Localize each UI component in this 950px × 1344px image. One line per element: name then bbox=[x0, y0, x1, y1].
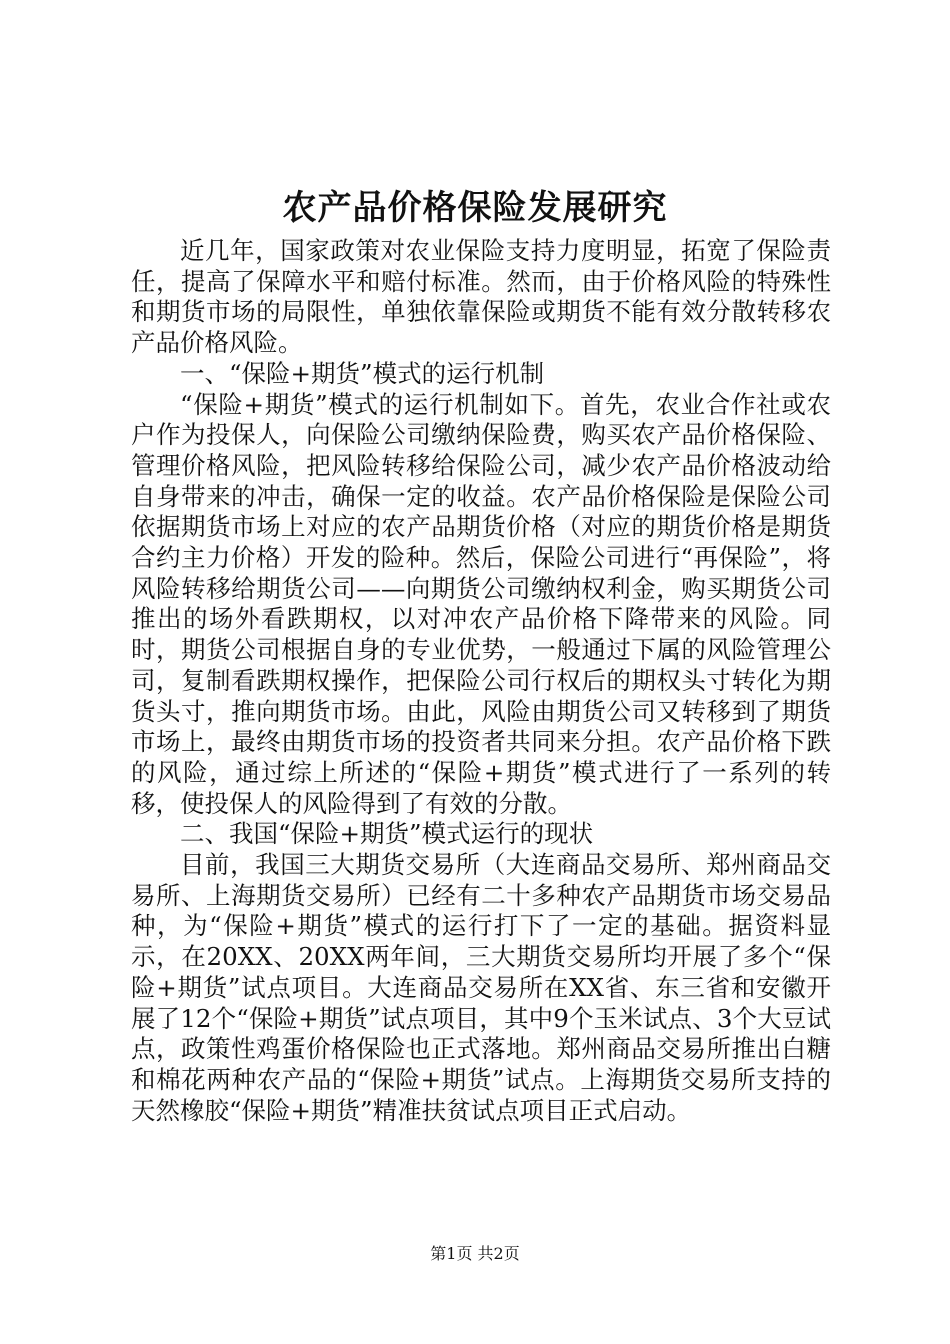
document-title: 农产品价格保险发展研究 bbox=[282, 188, 668, 228]
paragraph-intro: 近几年，国家政策对农业保险支持力度明显，拓宽了保险责任，提高了保障水平和赔付标准。然而，由于价格风险的特殊性和期货市场的局限性，单独依靠保险或期货不能有效分散转移农产品价格风险。 bbox=[131, 236, 831, 358]
section-heading-1: 一、“保险+期货”模式的运行机制 bbox=[180, 358, 545, 388]
page-number: 第1页 共2页 bbox=[430, 1244, 520, 1263]
document-body bbox=[131, 236, 831, 1126]
paragraph-mechanism: “保险+期货”模式的运行机制如下。首先，农业合作社或农户作为投保人，向保险公司缴纳保险费，购买农产品价格保险、管理价格风险，把风险转移给保险公司，减少农产品价格波动给自身带来的冲击，确保一定的收益。农产品价格保险是保险公司依据期货市场上对应的农产品期货价格（对应的期货价格是期货合约主力价格）开发的险种。然后，保险公司进行“再保险”，将风险转移给期货公司——向期货公司缴纳权利金，购买期货公司推出的场外看跌期权，以对冲农产品价格下降带来的风险。同时，期货公司根据自身的专业优势，一般通过下属的风险管理公司，复制看跌期权操作，把保险公司行权后的期权头寸转化为期货头寸，推向期货市场。由此，风险由期货公司又转移到了期货市场上，最终由期货市场的投资者共同来分担。农产品价格下跌的风险，通过综上所述的“保险+期货”模式进行了一系列的转移，使投保人的风险得到了有效的分散。 bbox=[131, 389, 831, 818]
section-heading-2: 二、我国“保险+期货”模式运行的现状 bbox=[180, 819, 594, 849]
paragraph-status: 目前，我国三大期货交易所（大连商品交易所、郑州商品交易所、上海期货交易所）已经有二十多种农产品期货市场交易品种，为“保险+期货”模式的运行打下了一定的基础。据资料显示，在20XX、20XX两年间，三大期货交易所均开展了多个“保险+期货”试点项目。大连商品交易所在XX省、东三省和安徽开展了12个“保险+期货”试点项目，其中9个玉米试点、3个大豆试点，政策性鸡蛋价格保险也正式落地。郑州商品交易所推出白糖和棉花两种农产品的“保险+期货”试点。上海期货交易所支持的天然橡胶“保险+期货”精准扶贫试点项目正式启动。 bbox=[131, 850, 831, 1125]
